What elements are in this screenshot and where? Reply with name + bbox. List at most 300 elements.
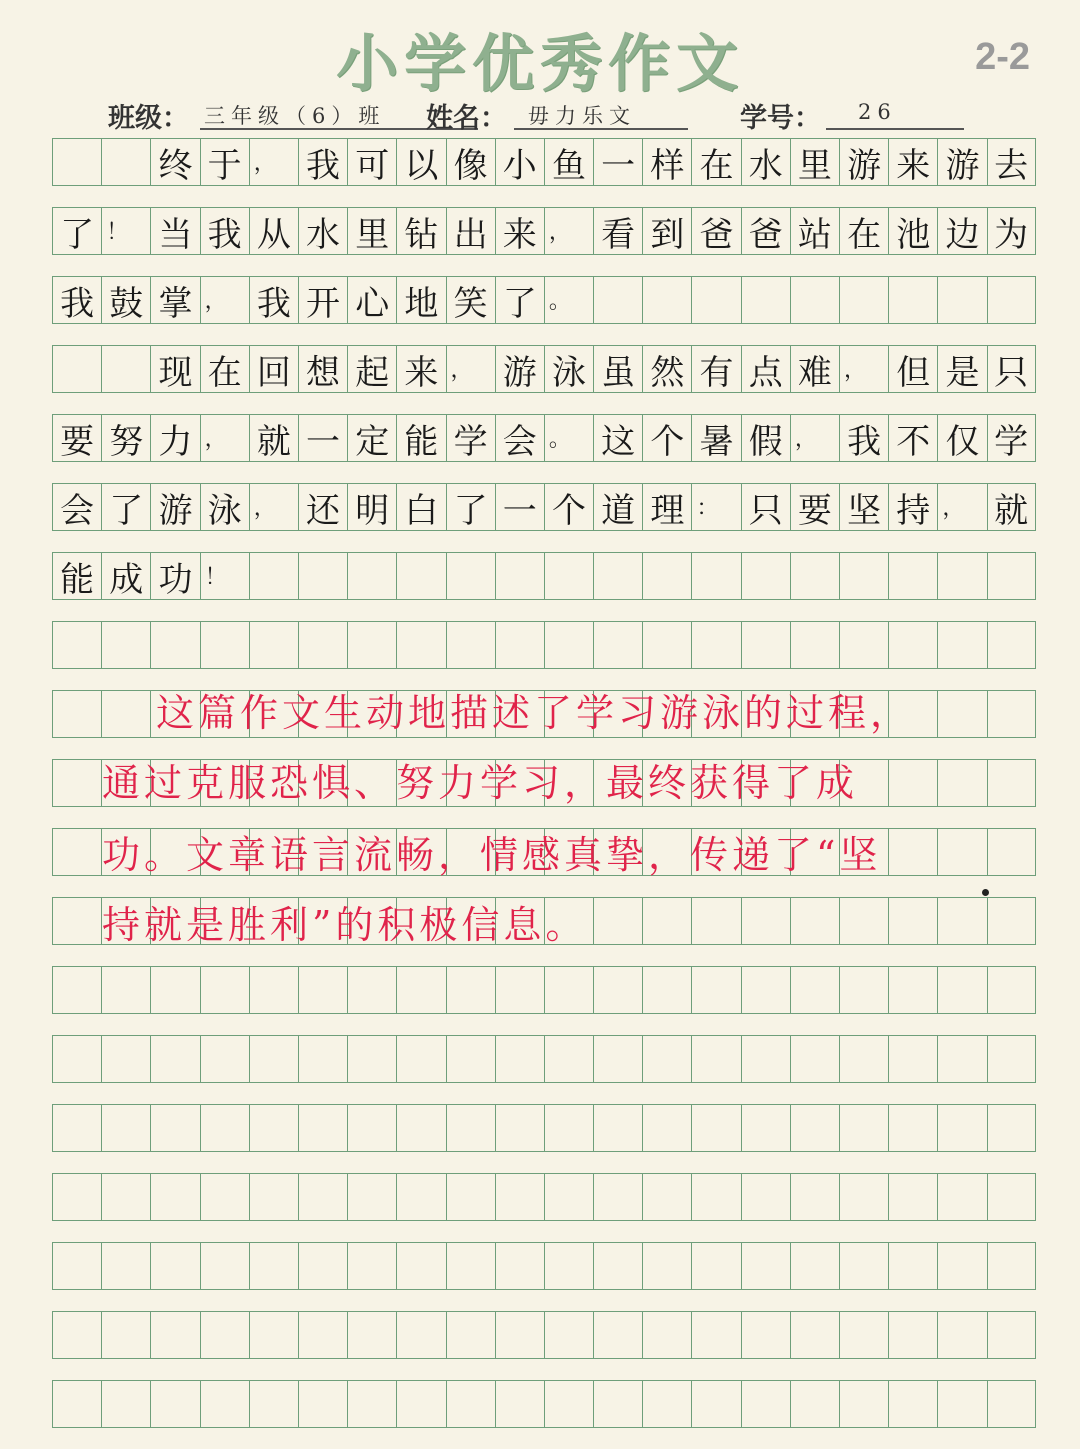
grid-cell	[790, 967, 839, 1013]
grid-cell: 来	[888, 139, 937, 185]
grid-cell	[691, 622, 740, 668]
grid-cell	[298, 553, 347, 599]
grid-cell	[298, 1036, 347, 1082]
grid-cell	[249, 553, 298, 599]
grid-row	[52, 1311, 1036, 1380]
grid-cell	[52, 898, 101, 944]
grid-cells	[52, 1173, 1036, 1221]
grid-cell	[544, 1243, 593, 1289]
grid-cell	[888, 967, 937, 1013]
grid-cell	[101, 622, 150, 668]
grid-cell: 成	[101, 553, 150, 599]
grid-cell	[52, 691, 101, 737]
grid-cell	[52, 1105, 101, 1151]
grid-cell	[691, 898, 740, 944]
grid-cell	[790, 1381, 839, 1427]
grid-cell: 一	[495, 484, 544, 530]
grid-cell	[446, 1312, 495, 1358]
grid-cell	[839, 277, 888, 323]
grid-cell	[987, 1105, 1036, 1151]
grid-cell: ，	[446, 346, 495, 392]
grid-cell: 但	[888, 346, 937, 392]
grid-cell	[249, 1105, 298, 1151]
grid-cell	[52, 346, 101, 392]
grid-cell	[790, 1312, 839, 1358]
grid-cell	[987, 829, 1036, 875]
grid-cell: 个	[642, 415, 691, 461]
grid-cell	[495, 1036, 544, 1082]
grid-cell: 来	[396, 346, 445, 392]
grid-row	[52, 414, 1036, 483]
grid-cells	[52, 1311, 1036, 1359]
class-value: 三年级（6）班	[204, 104, 386, 128]
grid-cell	[691, 967, 740, 1013]
id-value: 26	[858, 100, 897, 124]
grid-cell: ，	[544, 208, 593, 254]
grid-cell	[101, 1381, 150, 1427]
grid-cell	[52, 1174, 101, 1220]
grid-cell	[888, 898, 937, 944]
grid-cell	[495, 1105, 544, 1151]
grid-cell	[52, 1312, 101, 1358]
grid-cell	[495, 622, 544, 668]
grid-cell: 泳	[200, 484, 249, 530]
grid-cell	[987, 277, 1036, 323]
grid-cell: 站	[790, 208, 839, 254]
grid-cell	[888, 1243, 937, 1289]
grid-cell: 能	[52, 553, 101, 599]
grid-cell	[937, 1105, 986, 1151]
grid-cell	[396, 622, 445, 668]
grid-cell: 要	[790, 484, 839, 530]
grid-cell	[495, 1174, 544, 1220]
grid-cell	[298, 1243, 347, 1289]
grid-cell: 坚	[839, 484, 888, 530]
grid-cell: 想	[298, 346, 347, 392]
grid-cell	[249, 967, 298, 1013]
grid-cell	[249, 1174, 298, 1220]
page-number: 2-2	[975, 36, 1030, 78]
grid-cell	[298, 1381, 347, 1427]
grid-cell	[200, 1243, 249, 1289]
grid-cell	[101, 1105, 150, 1151]
grid-cell	[691, 1243, 740, 1289]
grid-cell	[52, 829, 101, 875]
ink-dot	[982, 889, 989, 896]
grid-cell: 游	[839, 139, 888, 185]
grid-row	[52, 966, 1036, 1035]
grid-cell	[593, 622, 642, 668]
grid-cell	[987, 1312, 1036, 1358]
grid-cell	[544, 1174, 593, 1220]
grid-cell: 能	[396, 415, 445, 461]
grid-cell: ！	[200, 553, 249, 599]
grid-cell: 暑	[691, 415, 740, 461]
grid-cell: 力	[150, 415, 199, 461]
grid-cell	[495, 967, 544, 1013]
grid-cell	[101, 346, 150, 392]
grid-cell	[987, 898, 1036, 944]
grid-cell	[741, 1174, 790, 1220]
grid-cell	[937, 1312, 986, 1358]
grid-cell	[790, 1243, 839, 1289]
grid-cell	[200, 1105, 249, 1151]
grid-cell: 点	[741, 346, 790, 392]
grid-cell	[937, 829, 986, 875]
grid-cell	[888, 1312, 937, 1358]
grid-cell: 小	[495, 139, 544, 185]
grid-cell	[839, 1174, 888, 1220]
grid-cell	[52, 1036, 101, 1082]
grid-cell	[839, 1243, 888, 1289]
grid-cell: 回	[249, 346, 298, 392]
grid-cell	[593, 898, 642, 944]
grid-cell: 游	[937, 139, 986, 185]
grid-cell: 学	[987, 415, 1036, 461]
grid-cell	[200, 967, 249, 1013]
grid-cell	[839, 898, 888, 944]
grid-cell: 池	[888, 208, 937, 254]
grid-cell: 当	[150, 208, 199, 254]
grid-cell	[642, 553, 691, 599]
grid-cell: 水	[298, 208, 347, 254]
grid-cell: 为	[987, 208, 1036, 254]
grid-cell	[987, 1174, 1036, 1220]
grid-row	[52, 483, 1036, 552]
grid-cell	[741, 1243, 790, 1289]
grid-cell	[839, 1381, 888, 1427]
grid-cell	[593, 277, 642, 323]
grid-cells	[52, 138, 1036, 186]
grid-row	[52, 1035, 1036, 1104]
id-label: 学号：	[740, 103, 821, 134]
grid-cell	[691, 553, 740, 599]
grid-cell: 个	[544, 484, 593, 530]
grid-cell	[347, 1243, 396, 1289]
grid-cell	[888, 277, 937, 323]
grid-cell	[396, 1105, 445, 1151]
grid-cell: 现	[150, 346, 199, 392]
grid-cell	[446, 1105, 495, 1151]
grid-cell: 就	[249, 415, 298, 461]
grid-cell	[593, 1105, 642, 1151]
comment-line: 通过克服恐惧、努力学习，最终获得了成	[102, 761, 859, 805]
grid-cell: 出	[446, 208, 495, 254]
grid-cell	[888, 760, 937, 806]
grid-cells	[52, 552, 1036, 600]
grid-cell: 就	[987, 484, 1036, 530]
grid-cell	[298, 1105, 347, 1151]
grid-cell: 以	[396, 139, 445, 185]
grid-cell	[200, 1381, 249, 1427]
grid-cell	[446, 1036, 495, 1082]
grid-cell	[937, 1174, 986, 1220]
grid-cell: ！	[101, 208, 150, 254]
grid-cell	[741, 967, 790, 1013]
grid-cell	[52, 1381, 101, 1427]
grid-row	[52, 621, 1036, 690]
grid-cell: 会	[495, 415, 544, 461]
grid-cell	[593, 1243, 642, 1289]
grid-cell	[544, 622, 593, 668]
grid-cell: 道	[593, 484, 642, 530]
grid-cell	[52, 139, 101, 185]
grid-cell	[544, 1105, 593, 1151]
grid-cell	[52, 967, 101, 1013]
comment-line: 持就是胜利”的积极信息。	[102, 903, 588, 947]
grid-cell: 学	[446, 415, 495, 461]
grid-cell: 泳	[544, 346, 593, 392]
class-label: 班级：	[108, 103, 189, 134]
grid-cell	[642, 898, 691, 944]
grid-cell: 假	[741, 415, 790, 461]
grid-cell	[642, 1174, 691, 1220]
grid-cell	[741, 1381, 790, 1427]
grid-cell	[544, 1381, 593, 1427]
grid-cell	[150, 1105, 199, 1151]
grid-cell: 还	[298, 484, 347, 530]
grid-cell: 到	[642, 208, 691, 254]
grid-cells	[52, 1035, 1036, 1083]
grid-cell: 我	[298, 139, 347, 185]
grid-cell: 从	[249, 208, 298, 254]
grid-cell	[937, 1036, 986, 1082]
grid-cell	[987, 1381, 1036, 1427]
grid-cell	[446, 1243, 495, 1289]
grid-cell: 于	[200, 139, 249, 185]
grid-cell	[347, 1381, 396, 1427]
grid-cell	[691, 277, 740, 323]
grid-cell	[642, 1036, 691, 1082]
grid-cell: 在	[839, 208, 888, 254]
grid-cell	[347, 967, 396, 1013]
grid-cell: 理	[642, 484, 691, 530]
grid-cell	[150, 622, 199, 668]
grid-cell	[200, 1036, 249, 1082]
grid-cell	[396, 1312, 445, 1358]
name-label: 姓名：	[426, 103, 507, 134]
grid-cell	[396, 553, 445, 599]
grid-cell	[888, 1036, 937, 1082]
grid-cell: 我	[200, 208, 249, 254]
grid-cell	[888, 829, 937, 875]
grid-row	[52, 276, 1036, 345]
grid-cell	[101, 1036, 150, 1082]
grid-cell: 难	[790, 346, 839, 392]
grid-row	[52, 345, 1036, 414]
grid-cell: 鱼	[544, 139, 593, 185]
comment-line: 这篇作文生动地描述了学习游泳的过程，	[156, 691, 913, 735]
grid-cell	[52, 1243, 101, 1289]
grid-cell	[691, 1381, 740, 1427]
grid-cell	[298, 967, 347, 1013]
grid-row	[52, 207, 1036, 276]
grid-cell	[691, 1174, 740, 1220]
grid-cell: 爸	[741, 208, 790, 254]
grid-cell	[347, 1105, 396, 1151]
grid-cell: 了	[495, 277, 544, 323]
grid-cell: 了	[446, 484, 495, 530]
grid-cell	[249, 1243, 298, 1289]
grid-cell	[347, 622, 396, 668]
grid-cell: 了	[101, 484, 150, 530]
grid-cell	[790, 622, 839, 668]
grid-cell	[642, 1312, 691, 1358]
grid-cell: 功	[150, 553, 199, 599]
grid-cell: ，	[249, 139, 298, 185]
grid-cell: 在	[200, 346, 249, 392]
grid-cell	[937, 967, 986, 1013]
grid-cell	[987, 760, 1036, 806]
grid-cell: 里	[790, 139, 839, 185]
grid-cell	[52, 622, 101, 668]
grid-cell	[987, 1036, 1036, 1082]
grid-row	[52, 1104, 1036, 1173]
grid-cell	[150, 1174, 199, 1220]
grid-cell	[396, 1174, 445, 1220]
grid-row	[52, 552, 1036, 621]
grid-cell	[544, 1312, 593, 1358]
grid-cell	[200, 622, 249, 668]
grid-cell	[642, 277, 691, 323]
grid-cell	[495, 553, 544, 599]
grid-cell: 一	[593, 139, 642, 185]
grid-cell	[741, 1036, 790, 1082]
grid-cell: 白	[396, 484, 445, 530]
grid-cell: 里	[347, 208, 396, 254]
grid-cell	[741, 277, 790, 323]
grid-cells	[52, 1242, 1036, 1290]
grid-cell	[446, 553, 495, 599]
grid-cell	[200, 1174, 249, 1220]
grid-cell: 。	[544, 277, 593, 323]
grid-cell: 要	[52, 415, 101, 461]
grid-cell: 像	[446, 139, 495, 185]
grid-cell	[396, 1036, 445, 1082]
grid-cell: ，	[790, 415, 839, 461]
name-underline	[514, 128, 688, 130]
grid-cell	[741, 1312, 790, 1358]
grid-cell	[298, 1312, 347, 1358]
grid-cell	[101, 1174, 150, 1220]
grid-cell: 只	[987, 346, 1036, 392]
grid-cell	[593, 553, 642, 599]
grid-cells	[52, 621, 1036, 669]
grid-cell: 只	[741, 484, 790, 530]
grid-cell	[888, 1381, 937, 1427]
grid-row	[52, 1173, 1036, 1242]
grid-cell: ：	[691, 484, 740, 530]
grid-cell: 虽	[593, 346, 642, 392]
grid-cells	[52, 1380, 1036, 1428]
grid-cell	[150, 967, 199, 1013]
grid-cell	[790, 1105, 839, 1151]
grid-cell	[249, 1036, 298, 1082]
grid-cell	[593, 967, 642, 1013]
grid-cell: 定	[347, 415, 396, 461]
page-title: 小学优秀作文	[335, 27, 744, 100]
grid-cell: 来	[495, 208, 544, 254]
grid-cell: 地	[396, 277, 445, 323]
grid-cell	[52, 760, 101, 806]
grid-cell	[544, 553, 593, 599]
grid-cell: 努	[101, 415, 150, 461]
grid-cell	[937, 553, 986, 599]
grid-cell	[642, 967, 691, 1013]
grid-cell	[839, 553, 888, 599]
grid-cell	[937, 622, 986, 668]
grid-cell	[101, 691, 150, 737]
grid-cell: 钻	[396, 208, 445, 254]
grid-cell	[937, 760, 986, 806]
grid-cell	[347, 553, 396, 599]
grid-cell	[446, 1174, 495, 1220]
grid-cell	[691, 1036, 740, 1082]
grid-cell	[249, 622, 298, 668]
grid-cell: 会	[52, 484, 101, 530]
grid-cell	[741, 1105, 790, 1151]
grid-cell: 游	[150, 484, 199, 530]
grid-cell	[446, 967, 495, 1013]
grid-cell	[101, 967, 150, 1013]
grid-cell	[544, 1036, 593, 1082]
grid-cell	[691, 1105, 740, 1151]
grid-cell	[888, 1174, 937, 1220]
grid-cells	[52, 276, 1036, 324]
grid-cell: 鼓	[101, 277, 150, 323]
grid-cell: ，	[839, 346, 888, 392]
grid-cell	[839, 622, 888, 668]
grid-cell: 爸	[691, 208, 740, 254]
grid-cell	[839, 1312, 888, 1358]
grid-cell	[987, 691, 1036, 737]
grid-cell	[741, 898, 790, 944]
grid-cell	[396, 967, 445, 1013]
grid-cell: ，	[200, 415, 249, 461]
student-info-row	[108, 90, 978, 134]
grid-cell	[593, 1174, 642, 1220]
grid-cell	[249, 1312, 298, 1358]
grid-cell	[691, 1312, 740, 1358]
grid-cell: 了	[52, 208, 101, 254]
grid-cell	[642, 1243, 691, 1289]
grid-cells	[52, 966, 1036, 1014]
comment-line: 功。文章语言流畅，情感真挚，传递了“坚	[102, 833, 882, 877]
grid-cell	[987, 622, 1036, 668]
grid-cell	[790, 898, 839, 944]
grid-cell: 我	[839, 415, 888, 461]
grid-cell	[347, 1036, 396, 1082]
grid-cell: 是	[937, 346, 986, 392]
grid-cell	[790, 1174, 839, 1220]
grid-cell	[790, 553, 839, 599]
grid-cell	[839, 967, 888, 1013]
grid-cell: 这	[593, 415, 642, 461]
grid-cell: 持	[888, 484, 937, 530]
grid-cell: 不	[888, 415, 937, 461]
grid-cell: 我	[52, 277, 101, 323]
grid-cell	[495, 1381, 544, 1427]
grid-cell	[937, 277, 986, 323]
grid-cell: 然	[642, 346, 691, 392]
grid-cell	[790, 1036, 839, 1082]
grid-cell	[396, 1381, 445, 1427]
grid-cell	[888, 553, 937, 599]
grid-cell	[593, 1036, 642, 1082]
grid-row	[52, 138, 1036, 207]
grid-cell	[593, 1312, 642, 1358]
grid-cell	[347, 1312, 396, 1358]
